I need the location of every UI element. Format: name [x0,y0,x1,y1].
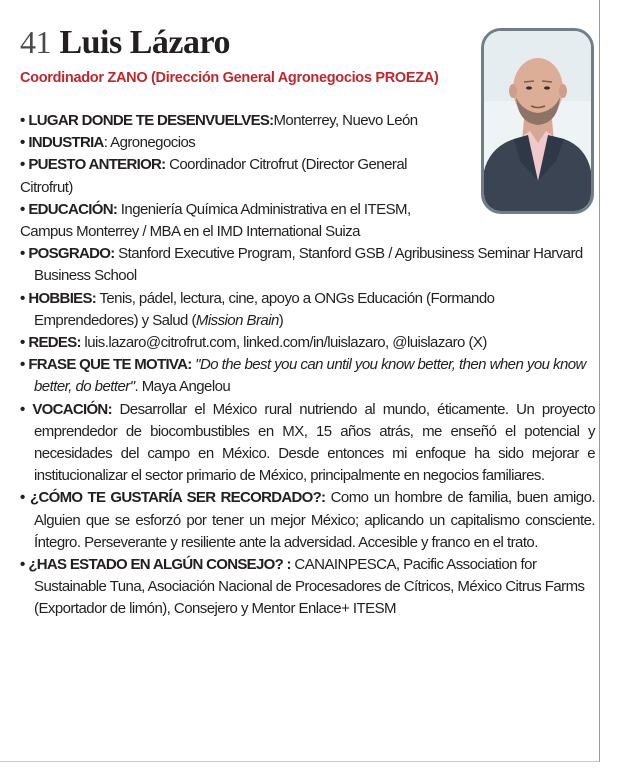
detail-label: REDES: [28,334,81,352]
detail-motto: • FRASE QUE TE MOTIVA: "Do the best you can until you know better, then when you know better, do better". Maya Angelou [20,356,586,396]
detail-location: • LUGAR DONDE TE DESENVUELVES:Monterrey, Nuevo León [20,112,418,129]
detail-label: HOBBIES: [28,289,97,307]
detail-industry: • INDUSTRIA: Agronegocios [20,134,196,152]
detail-label: EDUCACIÓN: [28,200,118,218]
detail-remembered: • ¿CÓMO TE GUSTARÍA SER RECORDADO?: Como un hombre de familia, buen amigo. Alguien que se esforzó por tener un mejor México; aplicando un capitalismo consciente. Íntegro. Perseverante y resiliente ante la adversidad. Accesible y franco en el trato. [20,489,595,551]
detail-postgraduate: • POSGRADO: Stanford Executive Program, Stanford GSB / Agribusiness Seminar Harvard Business School [20,245,583,285]
detail-value: Stanford Executive Program, Stanford GSB / Agribusiness Seminar Harvard Business School [34,245,583,285]
detail-quote: "Do the best you can until you know better, then when you know better, do better" [34,356,586,396]
detail-label: LUGAR DONDE TE DESENVUELVES: [28,112,274,129]
detail-value: Tenis, pádel, lectura, cine, apoyo a ONGs Educación (Formando Emprendedores) y Salud ( [34,289,495,329]
detail-italic: Mission Brain [195,311,279,329]
detail-value: : Agronegocios [103,134,196,152]
detail-value: Como un hombre de familia, buen amigo. Alguien que se esforzó por tener un mejor México; aplicando un capitalismo consciente. Íntegro. Perseverante y resiliente ante la adversidad. Accesible y franco en el trato. [34,489,595,551]
detail-value: Coordinador Citrofrut (Director General Citrofrut) [20,156,407,196]
detail-label: ¿HAS ESTADO EN ALGÚN CONSEJO? : [28,556,291,574]
rank-number: 41 [20,24,51,60]
detail-social: • REDES: luis.lazaro@citrofrut.com, linked.com/in/luislazaro, @luislazaro (X) [20,334,487,352]
detail-label: POSGRADO: [28,245,115,263]
detail-value-end: . Maya Angelou [134,378,231,396]
detail-hobbies: • HOBBIES: Tenis, pádel, lectura, cine, apoyo a ONGs Educación (Formando Emprendedores) y Salud (Mission Brain) [20,289,495,329]
detail-education: • EDUCACIÓN: Ingeniería Química Administrativa en el ITESM, Campus Monterrey / MBA en el IMD International Suiza [20,200,411,241]
person-name: Luis Lázaro [59,24,230,61]
detail-label: VOCACIÓN: [32,400,112,418]
detail-value: Monterrey, Nuevo León [273,112,418,129]
job-title: Coordinador ZANO (Dirección General Agronegocios PROEZA) [20,70,439,86]
detail-value: luis.lazaro@citrofrut.com, linked.com/in/luislazaro, @luislazaro (X) [80,334,487,352]
detail-value: Ingeniería Química Administrativa en el ITESM, Campus Monterrey / MBA en el IMD International Suiza [20,200,411,241]
detail-label: INDUSTRIA [28,134,104,152]
detail-label: ¿CÓMO TE GUSTARÍA SER RECORDADO?: [30,489,326,507]
detail-boards: • ¿HAS ESTADO EN ALGÚN CONSEJO? : CANAINPESCA, Pacific Association for Sustainable Tuna, Asociación Nacional de Procesadores de Cítricos, México Citrus Farms (Exportador de limón), Consejero y Mentor Enlace+ ITESM [20,556,585,618]
profile-header [20,24,230,62]
detail-label: PUESTO ANTERIOR: [28,156,166,174]
profile-details [20,110,595,621]
detail-value: CANAINPESCA, Pacific Association for Sustainable Tuna, Asociación Nacional de Procesadores de Cítricos, México Citrus Farms (Exportador de limón), Consejero y Mentor Enlace+ ITESM [34,556,585,618]
detail-previous-position: • PUESTO ANTERIOR: Coordinador Citrofrut (Director General Citrofrut) [20,156,407,196]
detail-label: FRASE QUE TE MOTIVA: [28,356,192,374]
detail-vocation: • VOCACIÓN: Desarrollar el México rural nutriendo al mundo, éticamente. Un proyecto emprendedor de biocombustibles en MX, 15 años atrás, me enseñó el potencial y necesidades del campo en México. Desde entonces mi enfoque ha sido mejorar e institucionalizar el sector primario de México, principalmente en negocios familiares. [20,400,595,485]
detail-value: Desarrollar el México rural nutriendo al mundo, éticamente. Un proyecto emprendedor de biocombustibles en MX, 15 años atrás, me enseñó el potencial y necesidades del campo en México. Desde entonces mi enfoque ha sido mejorar e institucionalizar el sector primario de México, principalmente en negocios familiares. [34,400,595,485]
detail-value-end: ) [278,311,284,329]
